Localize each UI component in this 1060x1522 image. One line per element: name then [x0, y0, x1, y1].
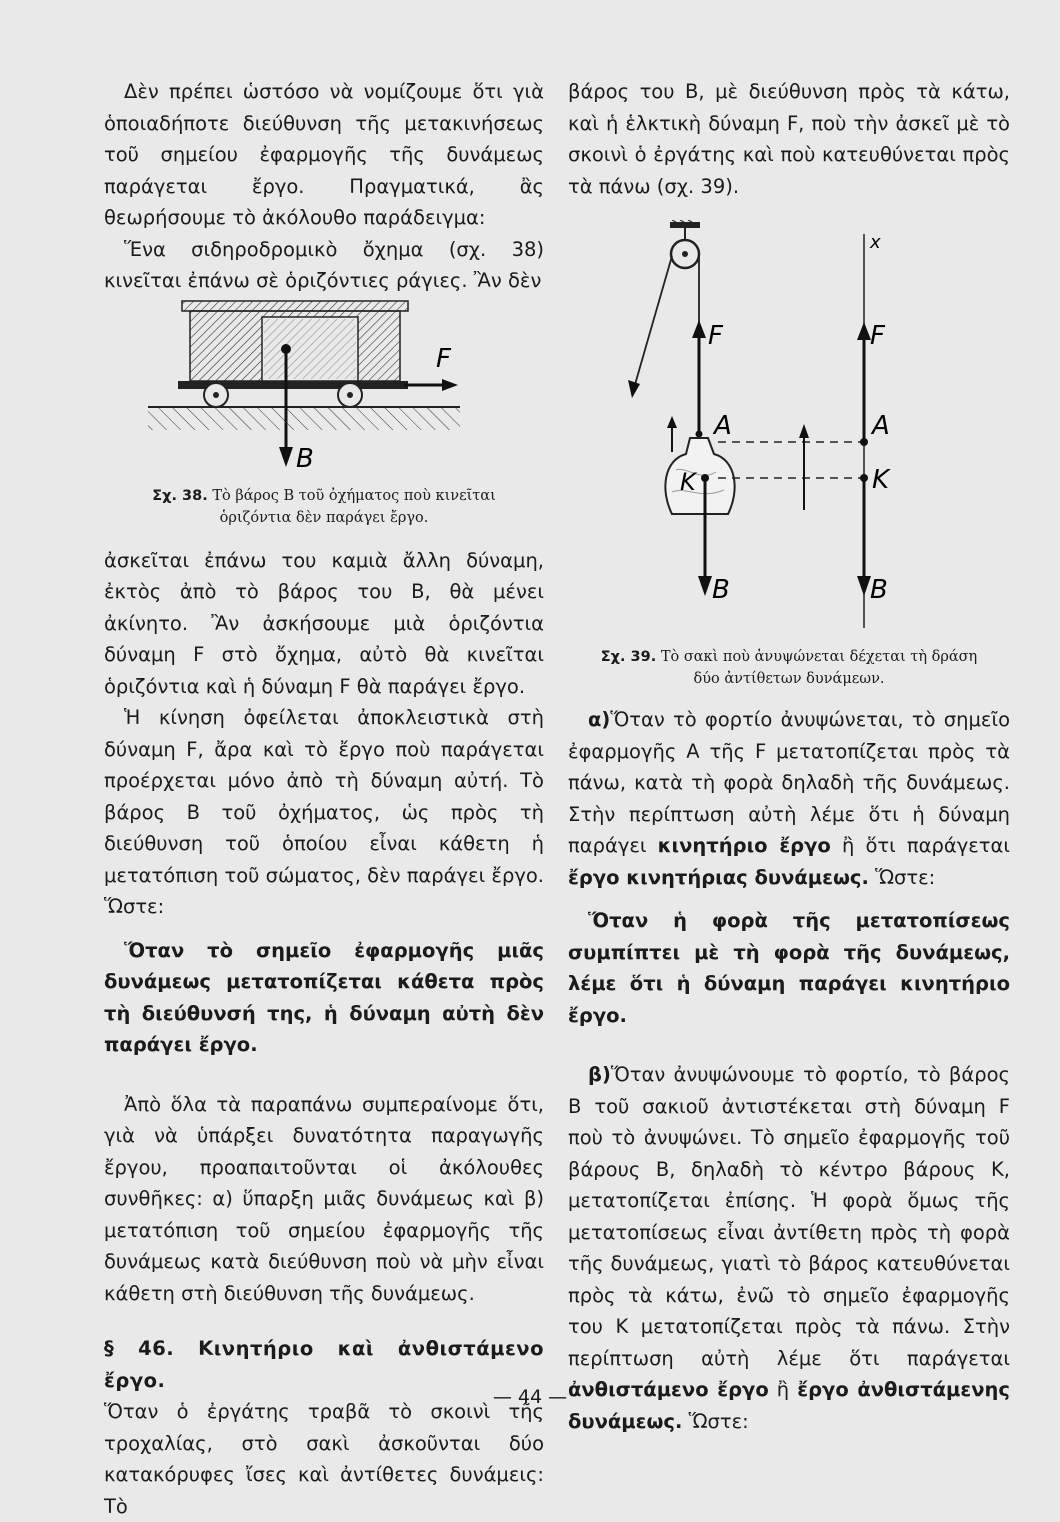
fig39-label-f-left: F: [708, 321, 723, 351]
paragraph-a: α)Ὅταν τὸ φορτίο ἀνυψώνεται, τὸ σημεῖο ἐφαρμογῆς Α τῆς F μετατοπίζεται πρὸς τὰ πάνω, κατὰ τὴ φορὰ δηλαδὴ τῆς δυνάμεως. Στὴν περίπτωση αὐτὴ λέμε ὅτι ἡ δύναμη παράγει κινητήριο ἔργο ἢ ὅτι παράγεται ἔργο κινητήριας δυνάμεως. Ὥστε:: [568, 708, 1011, 889]
paragraph: ἀσκεῖται ἐπάνω του καμιὰ ἄλλη δύναμη, ἐκτὸς ἀπὸ τὸ βάρος του Β, θὰ μένει ἀκίνητο. Ἂν ἀσκήσουμε μιὰ ὁριζόντια δύναμη F στὸ ὄχημα, αὐτὸ θὰ κινεῖται ὁριζόντια καὶ ἡ δύναμη F θὰ παράγει ἔργο.: [104, 548, 544, 698]
paragraph: Ἀπὸ ὅλα τὰ παραπάνω συμπεραίνομε ὅτι, γιὰ νὰ ὑπάρξει δυνατότητα παραγωγῆς ἔργου, προαπαιτοῦνται οἱ ἀκόλουθες συνθῆκες: α) ὕπαρξη μιᾶς δυνάμεως καὶ β) μετατόπιση τοῦ σημείου ἐφαρμογῆς τῆς δυνάμεως κατὰ διεύθυνση ποὺ νὰ μὴν εἶναι κάθετη στὴ διεύθυνση τῆς δυνάμεως.: [104, 1092, 544, 1305]
caption-text: δύο ἀντίθετων δυνάμεων.: [693, 671, 885, 687]
figure-39-sack: [568, 220, 1010, 640]
paragraph-b: β)Ὅταν ἀνυψώνουμε τὸ φορτίο, τὸ βάρος Β τοῦ σακιοῦ ἀντιστέκεται στὴ δύναμη F ποὺ τὸ ἀνυψώνει. Τὸ σημεῖο ἐφαρμογῆς τοῦ βάρους Β, δηλαδὴ τὸ κέντρο βάρους Κ, μετατοπίζεται ἐπίσης. Ἡ φορὰ ὅμως τῆς μετατοπίσεως εἶναι ἀντίθετη πρὸς τὴ φορὰ τῆς δυνάμεως, γιατὶ τὸ βάρος κατευθύνεται πρὸς τὰ κάτω, ἐνῶ τὸ σημεῖο ἐφαρμογῆς του Κ μετατοπίζεται πρὸς τὰ πάνω. Στὴν περίπτωση αὐτὴ λέμε ὅτι παράγεται ἀνθιστάμενο ἔργο ἢ ἔργο ἀνθιστάμενης δυνάμεως. Ὥστε:: [568, 1063, 1010, 1433]
item-label: α): [588, 708, 611, 731]
ground-hatch: [148, 408, 460, 430]
caption-number: Σχ. 39.: [600, 649, 657, 665]
fig39-label-k-left: K: [680, 468, 696, 496]
figure-38-caption: [104, 485, 544, 529]
sack-icon: [665, 438, 734, 514]
fig39-label-a-right: A: [872, 411, 890, 441]
left-column: [104, 76, 544, 1522]
caption-number: Σχ. 38.: [152, 487, 208, 504]
paragraph: Ὅταν ὁ ἐργάτης τραβᾶ τὸ σκοινὶ τῆς τροχαλίας, στὸ σακὶ ἀσκοῦνται δύο κατακόρυφες ἴσες καὶ ἀντίθετες δυνάμεις: Τὸ: [104, 1400, 544, 1518]
caption-text: Τὸ σακὶ ποὺ ἀνυψώνεται δέχεται τὴ δράση: [660, 649, 978, 665]
point-a-right: [860, 438, 868, 446]
section-heading: § 46. Κινητήριο καὶ ἀνθιστάμενο ἔργο.: [104, 1337, 544, 1392]
fig39-label-b-right: B: [870, 575, 888, 605]
figure-39-caption: [568, 646, 1010, 690]
rule-statement: Ὅταν ἡ φορὰ τῆς μετατοπίσεως συμπίπτει μὲ τὴ φορὰ τῆς δυνάμεως, λέμε ὅτι ἡ δύναμη παράγει κινητήριο ἔργο.: [568, 909, 1010, 1027]
paragraph: Ἕνα σιδηροδρομικὸ ὄχημα (σχ. 38) κινεῖται ἐπάνω σὲ ὁριζόντιες ράγιες. Ἂν δὲν: [104, 237, 544, 292]
item-label: β): [588, 1063, 611, 1086]
paragraph: βάρος του Β, μὲ διεύθυνση πρὸς τὰ κάτω, καὶ ἡ ἑλκτικὴ δύναμη F, ποὺ τὴν ἀσκεῖ μὲ τὸ σκοινὶ ὁ ἐργάτης καὶ ποὺ κατευθύνεται πρὸς τὰ πάνω (σχ. 39).: [568, 80, 1010, 198]
paragraph: Δὲν πρέπει ὡστόσο νὰ νομίζουμε ὅτι γιὰ ὁποιαδήποτε διεύθυνση τῆς μετακινήσεως τοῦ σημείου ἐφαρμογῆς τῆς δυνάμεως παράγεται ἔργο. Πραγματικά, ἂς θεωρήσουμε τὸ ἀκόλουθο παράδειγμα:: [104, 80, 544, 229]
fig39-label-x: x: [870, 232, 881, 253]
right-column: [568, 76, 1010, 1437]
fig39-label-a-left: A: [714, 411, 732, 441]
car-roof: [182, 301, 408, 311]
point-a-left: [696, 431, 703, 438]
rule-statement: Ὅταν τὸ σημεῖο ἐφαρμογῆς μιᾶς δυνάμεως μετατοπίζεται κάθετα πρὸς τὴ διεύθυνσή της, ἡ δύναμη αὐτὴ δὲν παράγει ἔργο.: [104, 938, 544, 1056]
paragraph: Ἡ κίνηση ὀφείλεται ἀποκλειστικὰ στὴ δύναμη F, ἄρα καὶ τὸ ἔργο ποὺ παράγεται προέρχεται μόνο ἀπὸ τὴ δύναμη αὐτή. Τὸ βάρος Β τοῦ ὀχήματος, ὡς πρὸς τὴ διεύθυνση τοῦ ὁποίου εἶναι κάθετη ἡ μετατόπιση τοῦ σώματος, δὲν παράγει ἔργο. Ὥστε:: [104, 706, 544, 918]
caption-text: Τὸ βάρος Β τοῦ ὀχήματος ποὺ κινεῖται: [212, 487, 496, 504]
fig38-label-f: F: [436, 343, 451, 374]
fig38-label-b: B: [296, 443, 314, 474]
caption-text: ὁριζόντια δὲν παράγει ἔργο.: [219, 509, 429, 526]
fig39-label-b-left: B: [712, 575, 730, 605]
page-number: — 44 —: [492, 1386, 568, 1408]
fig39-label-k-right: K: [872, 465, 890, 495]
fig39-label-f-right: F: [870, 321, 885, 351]
rope: [634, 256, 672, 388]
figure-38-railcar: [104, 297, 544, 477]
